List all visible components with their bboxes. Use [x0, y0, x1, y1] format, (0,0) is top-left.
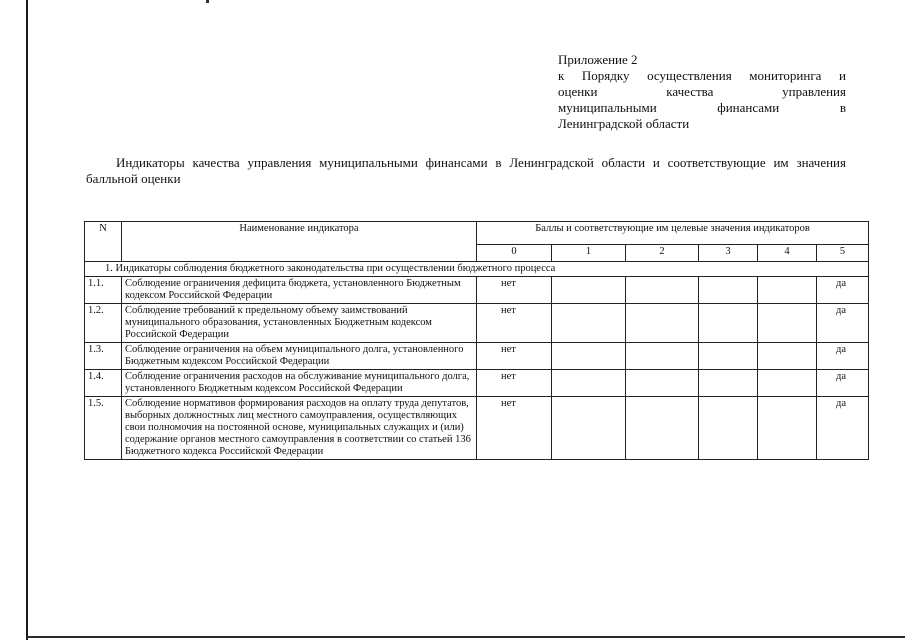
appendix-line-5: Ленинградской области	[558, 116, 690, 131]
score-label: 4	[758, 245, 817, 262]
row-score-0: нет	[477, 370, 552, 397]
row-score-5: да	[817, 397, 869, 460]
row-score-2	[626, 304, 699, 343]
row-number: 1.1.	[85, 277, 122, 304]
table-row	[85, 370, 869, 397]
score-label: 0	[477, 245, 552, 262]
row-score-1	[552, 397, 626, 460]
row-score-5: да	[817, 304, 869, 343]
appendix-header	[558, 52, 846, 132]
row-number: 1.3.	[85, 343, 122, 370]
table-row	[85, 343, 869, 370]
document-title: Индикаторы качества управления муниципальными финансами в Ленинградской области и соответствующие им значения балльной оценки	[86, 155, 846, 186]
row-score-1	[552, 277, 626, 304]
section-row	[85, 262, 869, 277]
row-score-0: нет	[477, 277, 552, 304]
score-label: 5	[817, 245, 869, 262]
row-score-5: да	[817, 370, 869, 397]
appendix-line-3: оценки качества управления	[558, 84, 846, 99]
section-1-title: 1. Индикаторы соблюдения бюджетного законодательства при осуществлении бюджетного процесса	[85, 262, 869, 277]
row-score-0: нет	[477, 397, 552, 460]
row-score-1	[552, 370, 626, 397]
row-score-4	[758, 277, 817, 304]
row-score-2	[626, 370, 699, 397]
header-indicator-name: Наименование индикатора	[122, 222, 477, 262]
header-scores: Баллы и соответствующие им целевые значения индикаторов	[477, 222, 869, 245]
row-score-0: нет	[477, 304, 552, 343]
row-score-3	[699, 343, 758, 370]
table-header-row	[85, 222, 869, 245]
row-score-3	[699, 397, 758, 460]
row-score-2	[626, 277, 699, 304]
indicators-table	[84, 221, 869, 460]
row-score-5: да	[817, 277, 869, 304]
score-label: 3	[699, 245, 758, 262]
appendix-line-2: к Порядку осуществления мониторинга и	[558, 68, 846, 83]
row-score-1	[552, 343, 626, 370]
row-number: 1.5.	[85, 397, 122, 460]
row-score-3	[699, 370, 758, 397]
row-score-3	[699, 277, 758, 304]
table-row	[85, 304, 869, 343]
header-n: N	[85, 222, 122, 262]
row-score-1	[552, 304, 626, 343]
row-indicator: Соблюдение нормативов формирования расходов на оплату труда депутатов, выборных должностных лиц местного самоуправления, осуществляющих свои полномочия на постоянной основе, муниципальных служащих и (или) содержание органов местного самоуправления в соответствии со статьей 136 Бюджетного кодекса Российской Федерации	[122, 397, 477, 460]
row-score-3	[699, 304, 758, 343]
row-indicator: Соблюдение ограничения расходов на обслуживание муниципального долга, установленного Бюджетным кодексом Российской Федерации	[122, 370, 477, 397]
table-row	[85, 277, 869, 304]
row-score-2	[626, 397, 699, 460]
row-score-4	[758, 304, 817, 343]
row-score-0: нет	[477, 343, 552, 370]
row-number: 1.4.	[85, 370, 122, 397]
appendix-line-4: муниципальными финансами в	[558, 100, 846, 115]
row-indicator: Соблюдение ограничения на объем муниципального долга, установленного Бюджетным кодексом Российской Федерации	[122, 343, 477, 370]
score-label: 2	[626, 245, 699, 262]
row-indicator: Соблюдение ограничения дефицита бюджета, установленного Бюджетным кодексом Российской Федерации	[122, 277, 477, 304]
row-indicator: Соблюдение требований к предельному объему заимствований муниципального образования, установленных Бюджетным кодексом Российской Федерации	[122, 304, 477, 343]
row-score-4	[758, 370, 817, 397]
table-row	[85, 397, 869, 460]
row-score-4	[758, 397, 817, 460]
scan-border-left	[26, 0, 28, 640]
appendix-line-1: Приложение 2	[558, 52, 638, 67]
score-label: 1	[552, 245, 626, 262]
row-score-4	[758, 343, 817, 370]
row-number: 1.2.	[85, 304, 122, 343]
row-score-5: да	[817, 343, 869, 370]
row-score-2	[626, 343, 699, 370]
scan-speck	[206, 0, 209, 3]
scan-border-bottom	[26, 636, 905, 638]
